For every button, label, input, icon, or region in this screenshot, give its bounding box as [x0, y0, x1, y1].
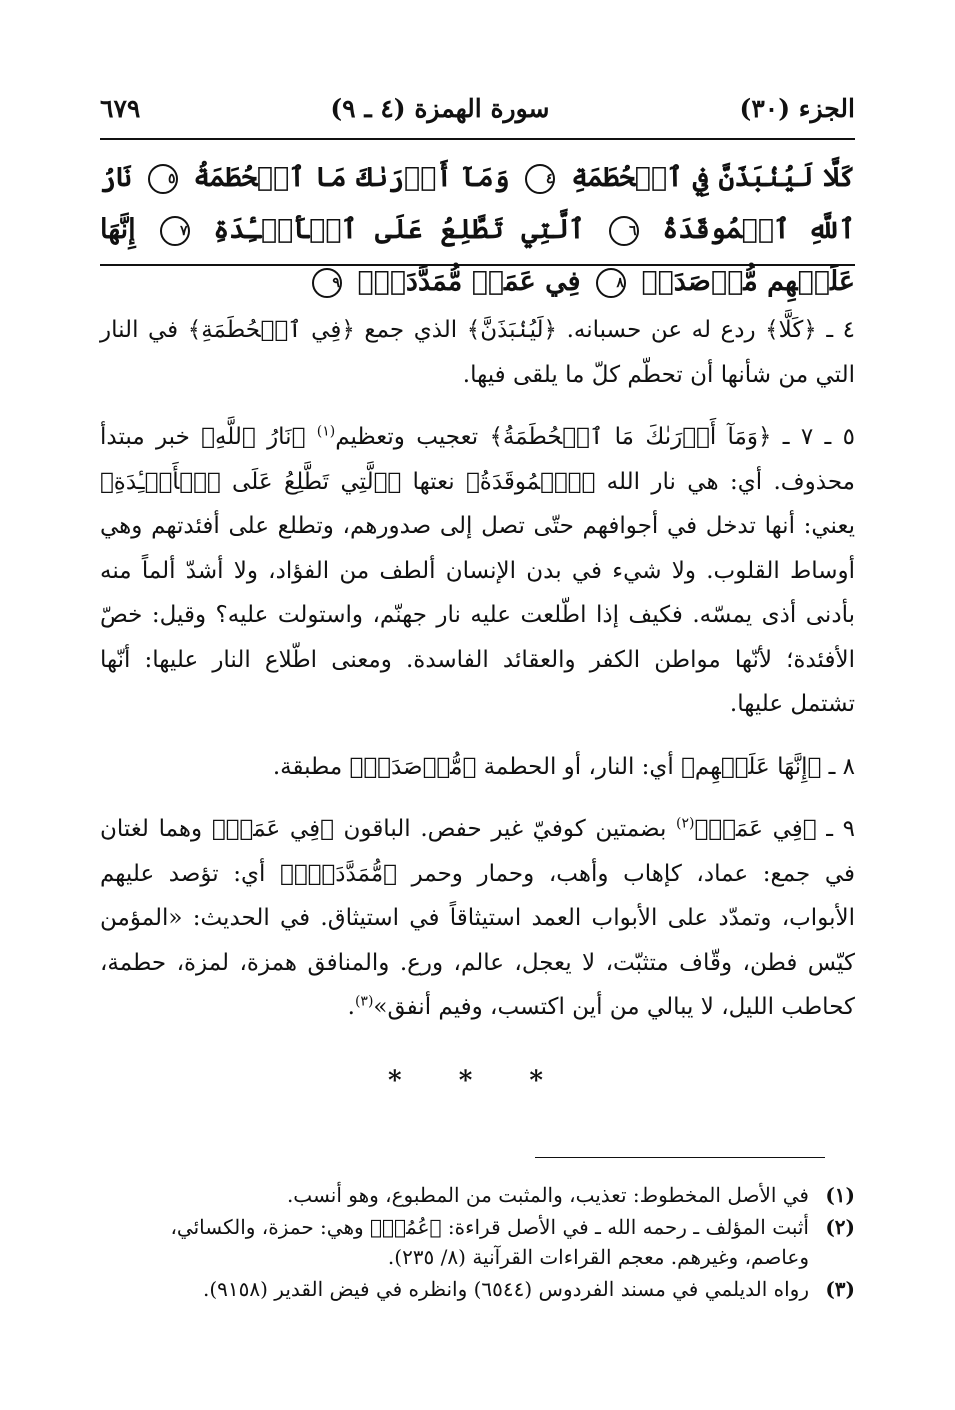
paragraph-text: بضمتين كوفيّ غير حفص. الباقون ﴿فِي عَمَدٖ﴾ وهما لغتان في جمع: عماد، كإهاب وأهب، وحمار وحمر ﴿مُّمَدَّدَةِۭ﴾ أي: تؤصد عليهم الأبواب، وتمدّد على الأبواب العمد استيثاقاً في استيثاق. في الحديث: «المؤمن كيّس فطن، وقّاف متثبّت، لا يعجل، عالم، ورع. والمنافق همزة، لمزة، حطمة، كحاطب الليل، لا يبالي من أين اكتسب، وفيم أنفق»: [100, 816, 855, 1020]
verse-number-marker: ٦: [609, 216, 639, 246]
verse-text: ٱلَّتِي تَطَّلِعُ عَلَى ٱلۡأَفۡـِٔدَةِ: [213, 214, 585, 245]
verses-rule: [100, 264, 855, 266]
verse-number-marker: ٥: [148, 164, 178, 194]
footnote-item: [100, 1212, 855, 1272]
commentary-paragraph: [100, 807, 855, 1030]
verse-number-marker: ٩: [312, 268, 342, 298]
verse-text: كَلَّا لَيُنۢبَذَنَّ فِي ٱلۡحُطَمَةِ: [571, 162, 856, 193]
verse-number-marker: ٨: [596, 268, 626, 298]
page-number: ٦٧٩: [100, 93, 141, 123]
footnote-ref[interactable]: (١): [316, 423, 336, 440]
commentary-paragraph: [100, 308, 855, 397]
verse-text: وَمَآ أَدۡرَىٰكَ مَا ٱلۡحُطَمَةُ: [193, 162, 510, 193]
page-header: [100, 88, 855, 128]
commentary-paragraph: [100, 415, 855, 727]
footnotes: [100, 1180, 855, 1306]
paragraph-text: ﴿نَارُ ٱللَّهِ﴾ خبر مبتدأ محذوف. أي: هي نار الله ﴿ٱلۡمُوقَدَةُ﴾ نعتها ﴿ٱلَّتِي تَطَّلِعُ عَلَى ٱلۡأَفۡـِٔدَةِ﴾ يعني: أنها تدخل في أجوافهم حتّى تصل إلى صدورهم، وتطلع على أفئدتهم وهي أوساط القلوب. ولا شيء في بدن الإنسان ألطف من الفؤاد، ولا أشدّ ألماً منه بأدنى أذى يمسّه. فكيف إذا اطّلعت عليه نار جهنّم، واستولت عليه؟ وقيل: خصّ الأفئدة؛ لأنّها مواطن الكفر والعقائد الفاسدة. ومعنى اطّلاع النار عليها: أنّها تشتمل عليها.: [100, 424, 855, 717]
paragraph-text: .: [347, 994, 355, 1020]
paragraph-text: ٩ ـ ﴿فِي عَمَدٖ﴾: [694, 816, 855, 842]
section-separator: * * *: [388, 1066, 567, 1096]
quran-verses: [100, 152, 855, 308]
paragraph-text: ٤ ـ ﴿كَلَّا﴾ ردع له عن حسبانه. ﴿لَيُنۢبَذَنَّ﴾ الذي جمع ﴿فِي ٱلۡحُطَمَةِ﴾ في النار التي من شأنها أن تحطّم كلّ ما يلقى فيها.: [100, 317, 855, 388]
footnote-number: (٣): [825, 1277, 855, 1301]
verse-number-marker: ٧: [160, 216, 190, 246]
surah-title: سورة الهمزة (٤ ـ ٩): [330, 93, 550, 123]
commentary-paragraph: [100, 745, 855, 790]
footnote-number: (١): [825, 1183, 855, 1207]
verse-number-marker: ٤: [525, 164, 555, 194]
verse-text: فِي عَمَدٖ مُّمَدَّدَةِۭ: [357, 266, 581, 297]
verse-text: إِنَّهَا عَلَيۡهِم مُّؤۡصَدَةٞ: [100, 214, 855, 297]
juz-label: الجزء (٣٠): [739, 93, 855, 123]
footnote-ref[interactable]: (٣): [354, 993, 374, 1010]
paragraph-text: ٥ ـ ٧ ـ ﴿وَمَآ أَدۡرَىٰكَ مَا ٱلۡحُطَمَةُ﴾ تعجيب وتعظيم: [335, 424, 855, 450]
footnote-text: أثبت المؤلف ـ رحمه الله ـ في الأصل قراءة: ﴿عُمُدٖ﴾ وهي: حمزة، والكسائي، وعاصم، وغيرهم. معجم القراءات القرآنية (٨/ ٢٣٥).: [170, 1215, 809, 1269]
tafsir-body: [100, 308, 855, 1048]
header-rule: [100, 138, 855, 140]
footnote-ref[interactable]: (٢): [676, 815, 695, 832]
verse-text: نَارُ ٱللَّهِ ٱلۡمُوقَدَةُ: [100, 162, 856, 245]
footnote-text: رواه الديلمي في مسند الفردوس (٦٥٤٤) وانظره في فيض القدير (٩١٥٨).: [202, 1277, 809, 1301]
paragraph-text: ٨ ـ ﴿إِنَّهَا عَلَيۡهِم﴾ أي: النار، أو الحطمة ﴿مُّؤۡصَدَةٞ﴾ مطبقة.: [272, 753, 855, 780]
footnote-text: في الأصل المخطوط: تعذيب، والمثبت من المطبوع، وهو أنسب.: [286, 1183, 809, 1207]
footnote-number: (٢): [825, 1215, 855, 1239]
footnote-rule: [535, 1157, 825, 1158]
footnote-item: [100, 1274, 855, 1304]
footnote-item: [100, 1180, 855, 1210]
